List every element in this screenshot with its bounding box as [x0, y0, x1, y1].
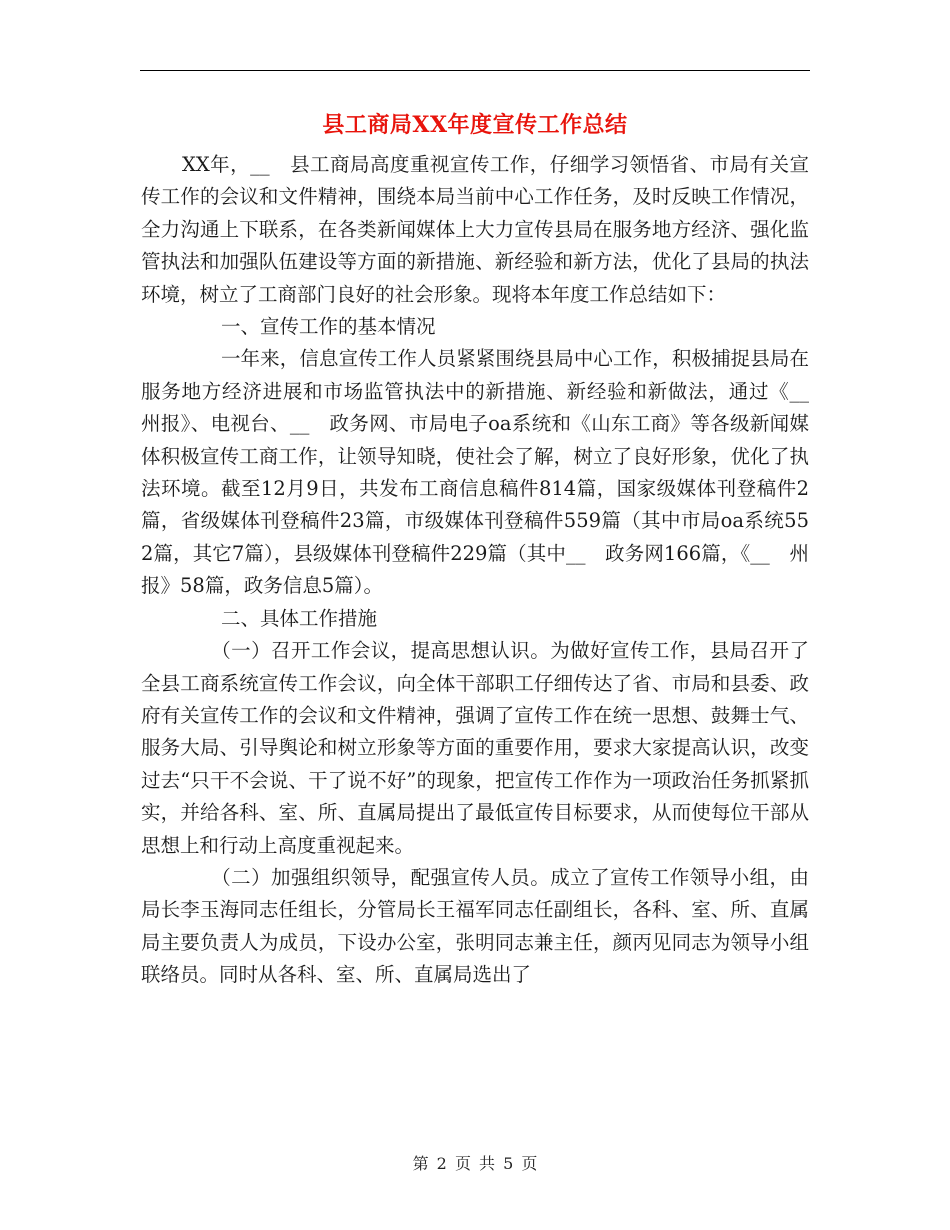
header-rule: [140, 70, 810, 71]
measure-1-paragraph: （一）召开工作会议，提高思想认识。为做好宣传工作，县局召开了全县工商系统宣传工作会议，向全体干部职工仔细传达了省、市局和县委、政府有关宣传工作的会议和文件精神，强调了宣传工作在统一思想、鼓舞士气、服务大局、引导舆论和树立形象等方面的重要作用，要求大家提高认识，改变过去“只干不会说、干了说不好”的现象，把宣传工作作为一项政治任务抓紧抓实，并给各科、室、所、直属局提出了最低宣传目标要求，从而使每位干部从思想上和行动上高度重视起来。: [141, 639, 809, 857]
section-heading-2: 二、具体工作措施: [220, 606, 377, 630]
intro-paragraph: XX年，__ 县工商局高度重视宣传工作，仔细学习领悟省、市局有关宣传工作的会议和文件精神，围绕本局当前中心工作任务，及时反映工作情况，全力沟通上下联系，在各类新闻媒体上大力宣传县局在服务地方经济、强化监管执法和加强队伍建设等方面的新措施、新经验和新方法，优化了县局的执法环境，树立了工商部门良好的社会形象。现将本年度工作总结如下：: [141, 153, 809, 306]
page-footer: 第 2 页 共 5 页: [412, 1154, 538, 1173]
section-1-paragraph: 一年来，信息宣传工作人员紧紧围绕县局中心工作，积极捕捉县局在服务地方经济进展和市场监管执法中的新措施、新经验和新做法，通过《__ 州报》、电视台、__ 政务网、市局电子oa系统和《山东工商》等各级新闻媒体积极宣传工商工作，让领导知晓，使社会了解，树立了良好形象，优化了执法环境。截至12月9日，共发布工商信息稿件814篇，国家级媒体刊登稿件2篇，省级媒体刊登稿件23篇，市级媒体刊登稿件559篇（其中市局oa系统552篇，其它7篇），县级媒体刊登稿件229篇（其中__ 政务网166篇，《__ 州报》58篇，政务信息5篇）。: [141, 347, 829, 598]
document-body: [141, 149, 829, 992]
section-heading-1: 一、宣传工作的基本情况: [220, 315, 436, 339]
document-title: 县工商局XX年度宣传工作总结: [322, 112, 628, 138]
measure-2-paragraph: （二）加强组织领导，配强宣传人员。成立了宣传工作领导小组，由局长李玉海同志任组长，分管局长王福军同志任副组长，各科、室、所、直属局主要负责人为成员，下设办公室，张明同志兼主任，颜丙见同志为领导小组联络员。同时从各科、室、所、直属局选出了: [141, 865, 809, 987]
